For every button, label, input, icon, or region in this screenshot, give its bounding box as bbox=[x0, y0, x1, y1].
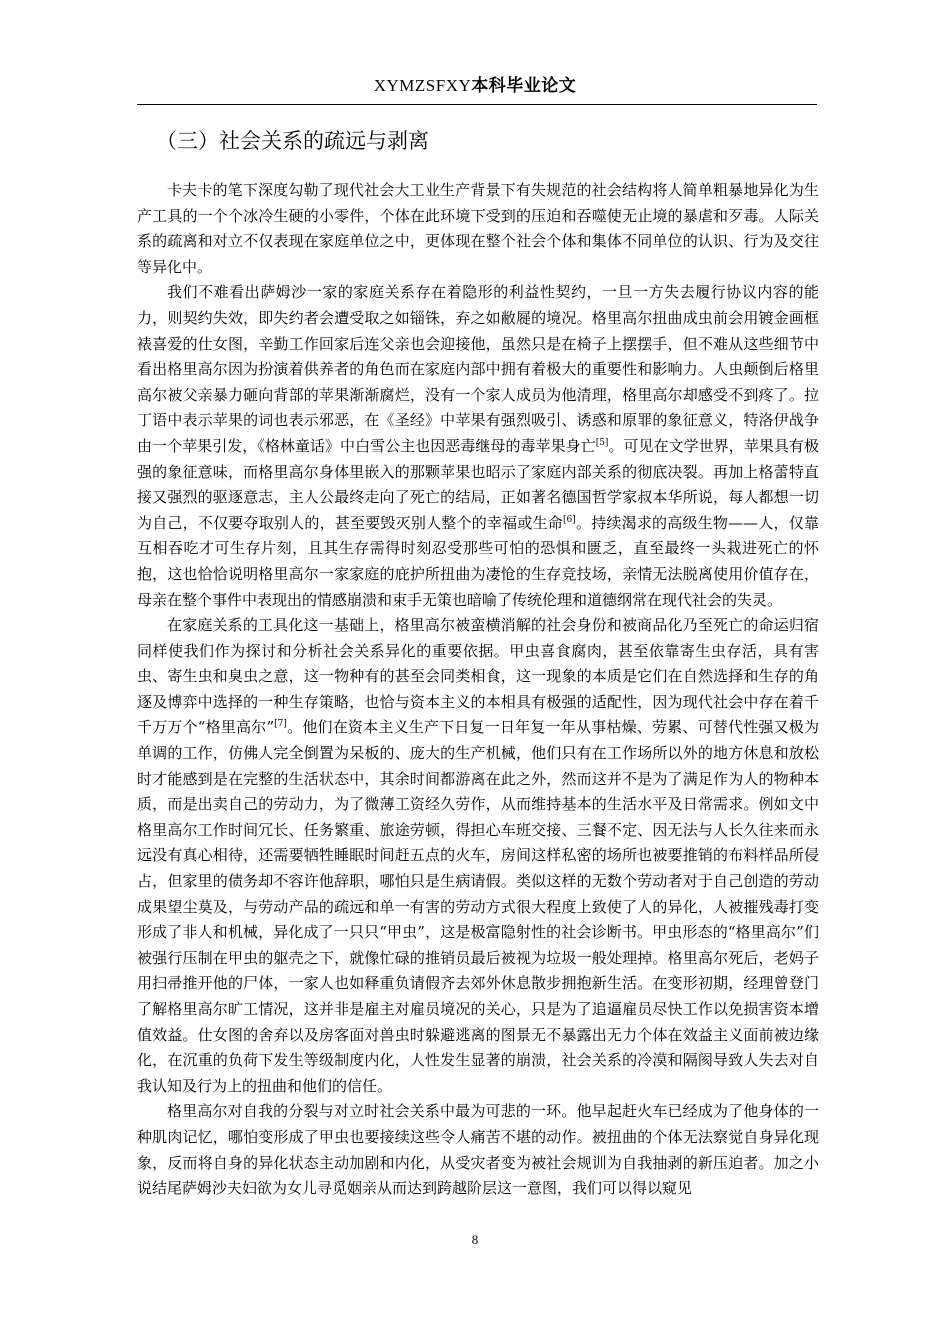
body-text bbox=[137, 178, 819, 1202]
header-rule bbox=[137, 104, 817, 105]
header-school-code: XYMZSFXY bbox=[373, 76, 472, 95]
paragraph-2-text-c: 。持续渴求的高级生物——人，仅靠互相吞吃才可生存片刻，且其生存需得时刻忍受那些可怕的恐惧和匮乏，直至最终一头栽进死亡的怀抱，这也恰恰说明格里高尔一家家庭的庇护所扭曲为凄怆的生存竞技场，亲情无法脱离使用价值存在，母亲在整个事件中表现出的情感崩溃和束手无策也暗喻了传统伦理和道德纲常在现代社会的失灵。 bbox=[137, 513, 819, 609]
paragraph-2 bbox=[137, 280, 819, 613]
header-thesis-label: 本科毕业论文 bbox=[471, 76, 577, 96]
citation-5: [5] bbox=[595, 437, 609, 448]
paragraph-2-text-b: 。可见在文学世界，苹果具有极强的象征意味，而格里高尔身体里嵌入的那颗苹果也昭示了家庭内部关系的彻底决裂。再加上格蕾特直接又强烈的驱逐意志，主人公最终走向了死亡的结局，正如著名德国哲学家叔本华所说，每人都想一切为自己，不仅要夺取别人的，甚至要毁灭别人整个的幸福或生命 bbox=[137, 436, 819, 532]
paragraph-2-text-a: 我们不难看出萨姆沙一家的家庭关系存在着隐形的利益性契约，一旦一方失去履行协议内容的能力，则契约失效，即失约者会遭受取之如锱铢，弃之如敝屣的境况。格里高尔扭曲成虫前会用镀金画框裱喜爱的仕女图，辛勤工作回家后连父亲也会迎接他，虽然只是在椅子上摆摆手，但不难从这些细节中看出格里高尔因为扮演着供养者的角色而在家庭内部中拥有着极大的重要性和影响力。人虫颠倒后格里高尔被父亲暴力砸向背部的苹果渐渐腐烂，没有一个家人成员为他清理，格里高尔却感受不到疼了。拉丁语中表示苹果的词也表示邪恶，在《圣经》中苹果有强烈吸引、诱惑和原罪的象征意义，特洛伊战争由一个苹果引发，《格林童话》中白雪公主也因恶毒继母的毒苹果身亡 bbox=[137, 283, 819, 455]
paragraph-3-text-a: 在家庭关系的工具化这一基础上，格里高尔被蛮横消解的社会身份和被商品化乃至死亡的命运归宿同样使我们作为探讨和分析社会关系异化的重要依据。甲虫喜食腐肉，甚至依靠寄生虫存活，具有害虫、寄生虫和臭虫之意，这一物种有的甚至会同类相食，这一现象的本质是它们在自然选择和生存的角逐及博弈中选择的一种生存策略，也恰与资本主义的本相具有极强的适配性，因为现代社会中存在着千千万万个“格里高尔” bbox=[137, 616, 819, 737]
section-title: （三）社会关系的疏远与剥离 bbox=[156, 129, 429, 153]
citation-6: [6] bbox=[563, 514, 576, 525]
paragraph-1: 卡夫卡的笔下深度勾勒了现代社会大工业生产背景下有失规范的社会结构将人简单粗暴地异化为生产工具的一个个冰冷生硬的小零件，个体在此环境下受到的压迫和吞噬使无止境的暴虐和歹毒。人际关系的疏离和对立不仅表现在家庭单位之中，更体现在整个社会个体和集体不同单位的认识、行为及交往等异化中。 bbox=[137, 181, 819, 276]
paragraph-3 bbox=[137, 613, 819, 1099]
running-header bbox=[0, 76, 950, 96]
page-number: 8 bbox=[471, 1232, 479, 1247]
citation-7: [7] bbox=[274, 719, 287, 730]
paragraph-3-text-b: 。他们在资本主义生产下日复一日年复一年从事枯燥、劳累、可替代性强又极为单调的工作，仿佛人完全倒置为呆板的、庞大的生产机械，他们只有在工作场所以外的地方休息和放松时才能感到是在完整的生活状态中，其余时间都游离在此之外，然而这并不是为了满足作为人的物种本质，而是出卖自己的劳动力，为了微薄工资经久劳作，从而维持基本的生活水平及日常需求。例如文中格里高尔工作时间冗长、任务繁重、旅途劳顿，得担心车班交接、三餐不定、因无法与人长久往来而永远没有真心相待，还需要牺牲睡眠时间赶五点的火车，房间这样私密的场所也被要推销的布料样品所侵占，但家里的债务却不容许他辞职，哪怕只是生病请假。类似这样的无数个劳动者对于自己创造的劳动成果望尘莫及，与劳动产品的疏远和单一有害的劳动方式很大程度上致使了人的异化，人被摧残毒打变形成了非人和机械，异化成了一只只“甲虫”，这是极富隐射性的社会诊断书。甲虫形态的“格里高尔”们被强行压制在甲虫的躯壳之下，就像忙碌的推销员最后被视为垃圾一般处理掉。格里高尔死后，老妈子用扫帚推开他的尸体，一家人也如释重负请假齐去郊外休息散步拥抱新生活。在变形初期，经理曾登门了解格里高尔旷工情况，这并非是雇主对雇员境况的关心，只是为了追逼雇员尽快工作以免损害资本增值效益。仕女图的舍弃以及房客面对兽虫时躲避逃离的图景无不暴露出无力个体在效益主义面前被边缘化，在沉重的负荷下发生等级制度内化，人性发生显著的崩溃，社会关系的冷漠和隔阂导致人失去对自我认知及行为上的扭曲和他们的信任。 bbox=[137, 718, 819, 1095]
paragraph-4: 格里高尔对自我的分裂与对立时社会关系中最为可悲的一环。他早起赶火车已经成为了他身体的一种肌肉记忆，哪怕变形成了甲虫也要接续这些令人痛苦不堪的动作。被扭曲的个体无法察觉自身异化现象，反而将自身的异化状态主动加剧和内化，从受灾者变为被社会规训为自我抽剥的新压迫者。加之小说结尾萨姆沙夫妇欲为女儿寻觅姻亲从而达到跨越阶层这一意图，我们可以得以窥见 bbox=[137, 1102, 819, 1198]
